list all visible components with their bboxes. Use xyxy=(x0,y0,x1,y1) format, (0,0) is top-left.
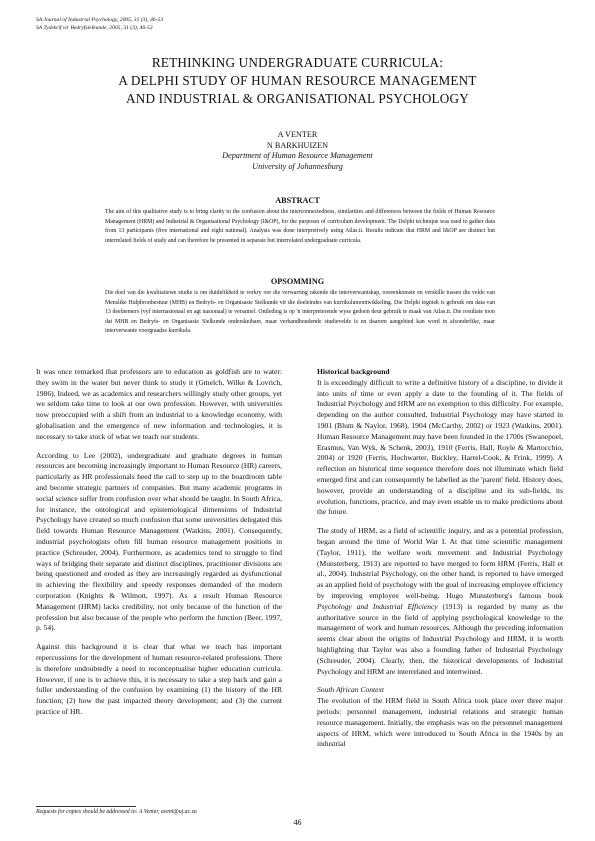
abstract-heading: ABSTRACT xyxy=(275,196,320,205)
opsomming-heading: OPSOMMING xyxy=(270,277,325,286)
page-number: 46 xyxy=(293,818,302,827)
title-line-3: AND INDUSTRIAL & ORGANISATIONAL PSYCHOLOGY xyxy=(126,91,469,106)
history-paragraph-1: It is exceedingly difficult to write a definitive history of a discipline, to divide it into units of time or even apply a date to the founding of it. The fields of Industrial Psychology and HRM are no exemption to this difficulty. For example, depending on the author consulted, Industrial Psychology may have started in 1901 (Blum & Naylor, 1968), 1904 (McCarthy, 2002) or 1923 (Watkins, 2001). Human Resource Management may have been founded in the 1700s (Swanepoel, Erasmus, Van Wyk, & Schenk, 2003), 1910 (Ferris, Hall, Royle & Martocchio, 2004) or 1920 (Ferris, Hochwarter, Buckley, Harrel-Cook, & Frink, 1999). A reflection on historical time sequence therefore does not illuminate which field emerged first and can consequently be labelled as the 'parent' field. History does, however, provide an understanding of a discipline and its sub-fields, its evolution, functions, practice, and may even enable us to make predictions about the future. xyxy=(317,377,563,517)
author-university: University of Johannesburg xyxy=(252,161,343,171)
abstract-text: The aim of this qualitative study is to bring clarity to the confusion about the interconnectedness, similarities and differences between the fields of Human Resource Management (HRM) and Industrial & Organisational Psychology (I&OP), for the purposes of curriculum development. The Delphi technique was used to gather data from 13 participants (five international and eight national). Analysis was done interpretively using Atlas.ti. Results indicate that HRM and I&OP are distinct but interrelated fields of study and can therefore be presented in separate but interrelated undergraduate curricula. xyxy=(105,209,495,244)
body-paragraph-2: According to Lee (2002), undergraduate and graduate degrees in human resources are becoming increasingly important to Human Resource (HR) careers, particularly as HR professionals heed the call to step up to the boardroom table and become strategic partners of companies. But many academic programs in social science suffer from confusion over what should be taught. In South Africa, for instance, the ontological and epistemological dimensions of Industrial Psychology have created so much confusion that some universities delegated this field towards Human Resource Management (Watkins, 2001). Consequently, industrial psychologists often fill human resource management positions in practice (Schreuder, 2004). Furthermore, as academics tend to struggle to find ways of bridging their separate and distinct disciplines, practitioner divisions are being questioned and eroded as they are increasingly regarded as dysfunctional in achieving the flexibility and speedy responses demanded of the modern corporation (Knights & Wilmott, 1997). As a result Human Resource Management (HRM) lacks credibility, not only because of the function of the profession but also because of the people who perform the function (Beer, 1997, p. 54). xyxy=(36,450,282,633)
author-name-2: N BARKHUIZEN xyxy=(266,140,329,150)
journal-header xyxy=(36,16,163,32)
article-title xyxy=(30,54,565,108)
left-column xyxy=(36,367,282,726)
south-africa-paragraph: The evolution of the HRM field in South Africa took place over three major periods: personnel management, industrial relations and strategic human resource management. Initially, the emphasis was on the personnel management aspects of HRM, which were introduced to South Africa in the 1940s by an industrial xyxy=(317,696,563,749)
correspondence-footnote: Requests for copies should be addressed to: A Venter, avent@uj.ac.za xyxy=(36,809,197,815)
author-block xyxy=(0,130,595,172)
body-paragraph-1: It was once remarked that professors are to education as goldfish are to water: they swim in the water but never think to study it (Gmelch, Wilke & Lovrich, 1986). Indeed, we as academics and researchers willingly study other groups, yet we seldom take time to look at our own profession. However, with universities now preoccupied with a shift from an industrial to a knowledge economy, with globalisation and the emergence of new information and technologies, it is necessary to take stock of what we teach our students. xyxy=(36,367,282,441)
author-name-1: A VENTER xyxy=(277,130,318,139)
footnote-divider xyxy=(36,806,136,807)
opsomming-text: Die doel van die kwalitatiewe studie is om duidelikheid te verkry oor die verwarring rakende die interverwantskap, ooreenkomste en verskille tussen die velde van Menslike Hulpbronbestuur (MHB) en Bedryfs- en Organisasie Sielkunde vir die doeleindes van kurrikulumontwikkeling. Die Delphi tegniek is gebruik om data van 13 deelnemers (vyf internasionaal en agt nasionaal) te versamel. Ontleding is op 'n interpreterende wyse gedoen deur gebruik te maak van Atlas.ti. Die resultate toon dat MHB en Bedryfs- en Organisasie Sielkunde onderskeibare, maar verbandhoudende studievelde is en daarom aangebied kan word in afsonderlike, maar interverwante voorgraadse kurrikula. xyxy=(105,290,495,334)
journal-line-afrikaans: SA Tydskrif vir Bedryfsielkunde, 2005, 31 (3), 46-53 xyxy=(36,25,153,31)
author-department: Department of Human Resource Management xyxy=(222,151,373,160)
history-paragraph-2-part-b: (1913) is regarded by many as the authoritative source in the field of applying psychological knowledge to the management of work and human resources. Although the preceding information seems clear about the origins of Industrial Psychology and HRM, it is worth highlighting that Taylor was also a founding father of Industrial Psychology (Schreuder, 2004). Clearly, then, the historical developments of Industrial Psychology and HRM are interrelated and intertwined. xyxy=(317,601,563,676)
title-line-1: RETHINKING UNDERGRADUATE CURRICULA: xyxy=(151,55,444,70)
history-paragraph-2-part-a: The study of HRM, as a field of scientific inquiry, and as a potential profession, began around the time of World War I. At that time scientific management (Taylor, 1911), the welfare work movement and Industrial Psychology (Munsterberg, 1913) are reported to have merged to form HRM (Ferris, Hall et al., 2004). Industrial Psychology, on the other hand, is reported to have emerged as an applied field of psychology with the goal of increasing employee efficiency by improving employee well-being. Hugo Munsterberg's famous book xyxy=(317,526,563,600)
book-title-reference: Psychology and Industrial Efficiency xyxy=(317,601,438,611)
body-paragraph-3: Against this background it is clear that what we teach has important repercussions for the development of human resource-related professions. There is therefore undoubtedly a need to reconceptualise higher education curricula. However, if one is to achieve this, it is necessary to take a step back and gain a fuller understanding of the confusion by examining (1) the history of the HR function; (2) how the past impacted theory development; and (3) the current practice of HR. xyxy=(36,642,282,716)
history-paragraph-2 xyxy=(317,526,563,677)
historical-background-heading: Historical background xyxy=(317,367,390,376)
journal-line-english: SA Journal of Industrial Psychology, 2005, 31 (3), 46-53 xyxy=(36,17,164,23)
right-column xyxy=(317,367,563,758)
south-african-context-heading: South African Context xyxy=(317,685,384,695)
title-line-2: A DELPHI STUDY OF HUMAN RESOURCE MANAGEMENT xyxy=(118,73,477,88)
